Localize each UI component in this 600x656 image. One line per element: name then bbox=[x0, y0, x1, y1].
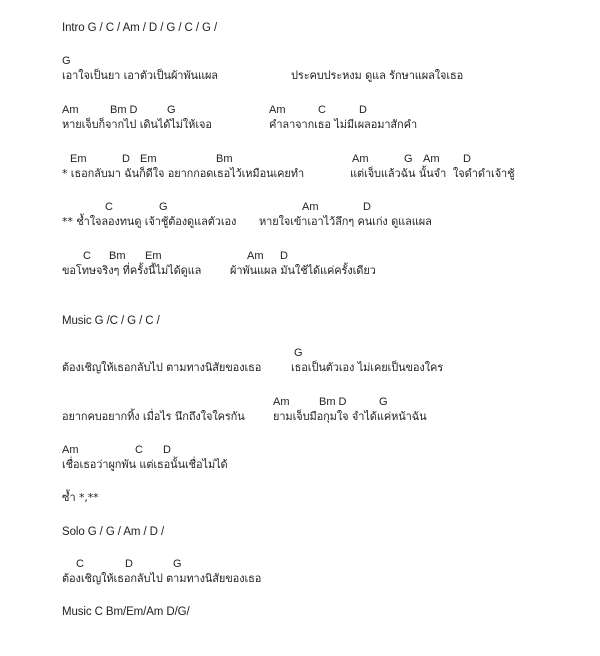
chord: C bbox=[135, 444, 143, 456]
chord: Bm bbox=[216, 153, 233, 165]
chord: Am bbox=[302, 201, 319, 213]
chord: D bbox=[280, 250, 288, 262]
chord: Am bbox=[247, 250, 264, 262]
lyric-line: อยากคบอยากทิ้ง เมื่อไร นึกถึงใจใครกัน bbox=[62, 410, 245, 423]
chord: Em bbox=[70, 153, 87, 165]
chord: D bbox=[122, 153, 130, 165]
chord: C bbox=[83, 250, 91, 262]
chord: Am bbox=[62, 104, 79, 116]
chord: C bbox=[105, 201, 113, 213]
chord: D bbox=[359, 104, 367, 116]
lyric-line: * เธอกลับมา ฉันก็ดีใจ อยากกอดเธอไว้เหมือนเคยทำ bbox=[62, 167, 305, 180]
chord: Bm D bbox=[319, 396, 347, 408]
lyric-line: ประคบประหงม ดูแล รักษาแผลใจเธอ bbox=[291, 69, 464, 82]
chord: G bbox=[167, 104, 176, 116]
lyric-line: ต้องเชิญให้เธอกลับไป ตามทางนิสัยของเธอ bbox=[62, 361, 262, 374]
chord: C bbox=[318, 104, 326, 116]
lyric-line: เอาใจเป็นยา เอาตัวเป็นผ้าพันแผล bbox=[62, 69, 218, 82]
chord: Am bbox=[423, 153, 440, 165]
chord: G bbox=[62, 55, 71, 67]
music-outro-line: Music C Bm/Em/Am D/G/ bbox=[62, 606, 190, 618]
chord: Em bbox=[140, 153, 157, 165]
lyric-line: ขอโทษจริงๆ ที่ครั้งนี้ไม่ได้ดูแล bbox=[62, 264, 202, 277]
chord: C bbox=[76, 558, 84, 570]
lyric-line: แต่เจ็บแล้วฉัน นั้นจำ ใจดำดำเจ้าชู้ bbox=[350, 167, 515, 180]
music-interlude-line: Music G /C / G / C / bbox=[62, 315, 160, 327]
chord: Am bbox=[273, 396, 290, 408]
lyric-line: คำลาจากเธอ ไม่มีเผลอมาสักคำ bbox=[269, 118, 418, 131]
chord: D bbox=[463, 153, 471, 165]
lyric-line: หายเจ็บก็จากไป เดินได้ไม่ให้เจอ bbox=[62, 118, 212, 131]
chord: G bbox=[294, 347, 303, 359]
chord: Am bbox=[269, 104, 286, 116]
chord: G bbox=[379, 396, 388, 408]
chord: D bbox=[363, 201, 371, 213]
chord: D bbox=[163, 444, 171, 456]
chord: Am bbox=[62, 444, 79, 456]
lyric-line: หายใจเข้าเอาไว้ลึกๆ คนเก่ง ดูแลแผล bbox=[259, 215, 432, 228]
chord: Bm D bbox=[110, 104, 138, 116]
lyric-line: เชื่อเธอว่าผูกพัน แต่เธอนั้นเชื่อไม่ได้ bbox=[62, 458, 228, 471]
chord: Am bbox=[352, 153, 369, 165]
chord: Bm bbox=[109, 250, 126, 262]
chord: G bbox=[173, 558, 182, 570]
solo-line: Solo G / G / Am / D / bbox=[62, 526, 165, 538]
chord: G bbox=[159, 201, 168, 213]
chord: Em bbox=[145, 250, 162, 262]
repeat-marker: ซ้ำ *,** bbox=[62, 491, 99, 504]
lyric-line: เธอเป็นตัวเอง ไม่เคยเป็นของใคร bbox=[291, 361, 444, 374]
lyric-line: ผ้าพันแผล มันใช้ได้แค่ครั้งเดียว bbox=[230, 264, 376, 277]
lyric-line: ยามเจ็บมือกุมใจ จำได้แค่หน้าฉัน bbox=[273, 410, 427, 423]
chord: D bbox=[125, 558, 133, 570]
lyric-line: ** ช้ำใจลองทนดู เจ้าชู้ต้องดูแลตัวเอง bbox=[62, 215, 237, 228]
lyric-line: ต้องเชิญให้เธอกลับไป ตามทางนิสัยของเธอ bbox=[62, 572, 262, 585]
chord: G bbox=[404, 153, 413, 165]
intro-line: Intro G / C / Am / D / G / C / G / bbox=[62, 22, 218, 34]
